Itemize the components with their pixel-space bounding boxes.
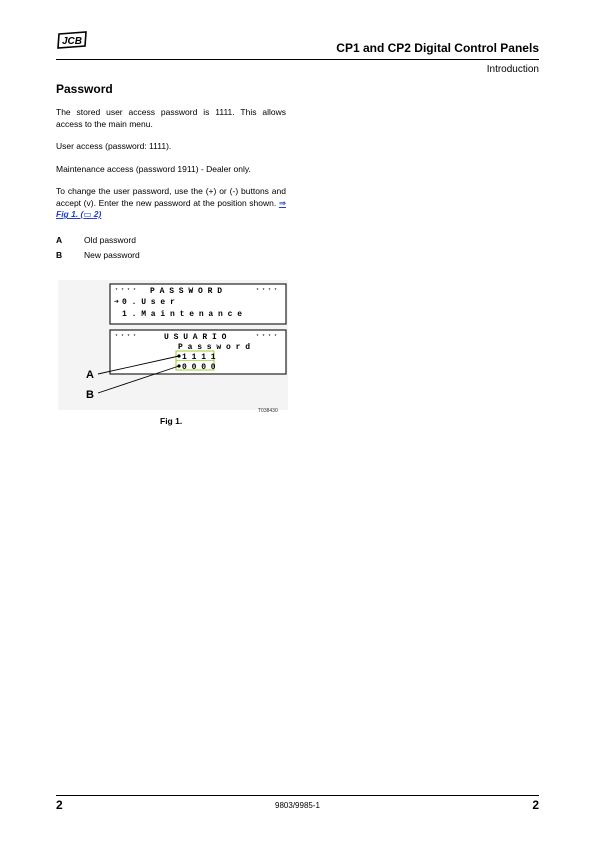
svg-text:P A S S W O R D: P A S S W O R D	[150, 287, 223, 296]
old-password-value: 1 1 1 1	[182, 353, 216, 362]
page-icon: ▭	[83, 209, 92, 220]
section-title: Password	[56, 82, 113, 96]
jcb-logo	[56, 30, 88, 50]
figure-code: T038430	[258, 408, 278, 414]
section-name: Introduction	[486, 64, 539, 75]
legend-key: A	[56, 235, 63, 245]
figure-caption: Fig 1.	[160, 416, 183, 426]
figure-illustration	[58, 280, 288, 410]
page-number-right: 2	[532, 798, 539, 812]
paragraph-stored-password: The stored user access password is 1111. This allows access to the main menu.	[56, 107, 286, 129]
paragraph-change-password	[56, 186, 286, 221]
paragraph-user-access: User access (password: 1111).	[56, 141, 172, 151]
footer-divider	[56, 795, 539, 796]
svg-text:0 . U s e r: 0 . U s e r	[122, 298, 175, 307]
svg-text:P a s s w o r d: P a s s w o r d	[178, 343, 251, 352]
paragraph-maintenance-access: Maintenance access (password 1911) - Dealer only.	[56, 164, 251, 174]
svg-text:U S U A R I O: U S U A R I O	[164, 333, 227, 342]
page-number-left: 2	[56, 798, 63, 812]
legend-key: B	[56, 250, 63, 260]
new-password-value: 0 0 0 0	[182, 363, 216, 372]
svg-text:* * * *: * * * *	[115, 334, 137, 340]
svg-text:* * * *: * * * *	[115, 288, 137, 294]
callout-b: B	[86, 389, 94, 401]
header-divider	[56, 59, 539, 60]
svg-text:* * * *: * * * *	[256, 288, 278, 294]
svg-text:1 . M a i n t e n a n c e: 1 . M a i n t e n a n c e	[122, 310, 243, 319]
arrow-icon: ➜	[114, 298, 119, 307]
change-password-text: To change the user password, use the (+) or (-) buttons and accept (v). Enter the new password at the position shown.	[56, 186, 286, 208]
legend-label: New password	[84, 250, 140, 260]
legend-label: Old password	[84, 235, 136, 245]
document-number: 9803/9985-1	[275, 801, 320, 810]
callout-a: A	[86, 369, 94, 381]
legend-item-a	[56, 235, 136, 245]
svg-text:* * * *: * * * *	[256, 334, 278, 340]
figure-link[interactable]: ⇒ Fig 1. (▭ 2)	[56, 197, 286, 220]
document-title: CP1 and CP2 Digital Control Panels	[336, 41, 539, 55]
logo-text: JCB	[61, 36, 83, 47]
legend-item-b	[56, 250, 140, 260]
